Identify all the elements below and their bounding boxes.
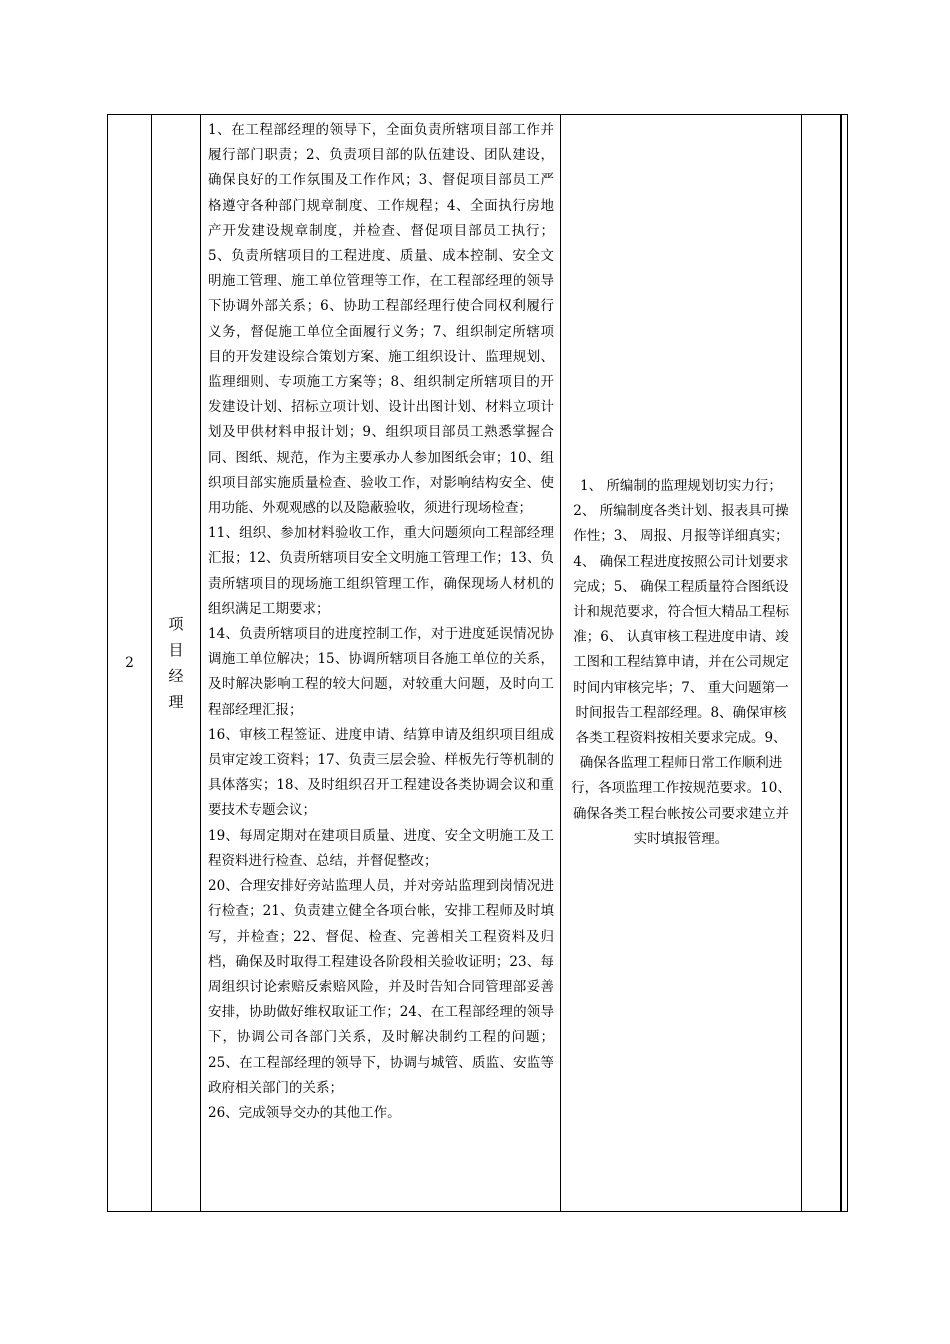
row-index-cell bbox=[108, 115, 152, 1212]
table-row bbox=[108, 115, 848, 1212]
responsibility-table bbox=[107, 114, 848, 1212]
empty-cell bbox=[802, 115, 842, 1212]
row-index: 2 bbox=[125, 655, 134, 671]
standards-cell bbox=[561, 115, 802, 1212]
standards-text: 1、 所编制的监理规划切实力行；2、 所编制度各类计划、报表具可操作性；3、 周报、月报等详细真实；4、 确保工程进度按照公司计划要求完成；5、 确保工程质量符合图纸设计和规范要求，符合恒大精品工程标准；6、 认真审核工程进度申请、竣工图和工程结算申请，并在公司规定时间内审核完毕；7、 重大问题第一时间报告工程部经理。8、确保审核各类工程资料按相关要求完成。9、确保各监理工程师日常工作顺利进行，各项监理工作按规范要求。10、确保各类工程台帐按公司要求建立并实时填报管理。 bbox=[571, 477, 791, 847]
duties-cell bbox=[201, 115, 561, 1212]
role-title: 项 目 经 理 bbox=[168, 615, 184, 711]
duties-text: 1、在工程部经理的领导下，全面负责所辖项目部工作并履行部门职责；2、负责项目部的队伍建设、团队建设，确保良好的工作氛围及工作作风；3、督促项目部员工严格遵守各种部门规章制度、工作规程；4、全面执行房地产开发建设规章制度，并检查、督促项目部员工执行；5、负责所辖项目的工程进度、质量、成本控制、安全文明施工管理、施工单位管理等工作，在工程部经理的领导下协调外部关系；6、协助工程部经理行使合同权利履行义务，督促施工单位全面履行义务；7、组织制定所辖项目的开发建设综合策划方案、施工组织设计、监理规划、监理细则、专项施工方案等；8、组织制定所辖项目的开发建设计划、招标立项计划、设计出图计划、材料立项计划及甲供材料申报计划；9、组织项目部员工熟悉掌握合同、图纸、规范，作为主要承办人参加图纸会审；10、组织项目部实施质量检查、验收工作，对影响结构安全、使用功能、外观观感的以及隐蔽验收，须进行现场检查； 11、组织、参加材料验收工作，重大问题须向工程部经理汇报；12、负责所辖项目安全文明施工管理工作；13、负责所辖项目的现场施工组织管理工作，确保现场人材机的组织满足工期要求； 14、负责所辖项目的进度控制工作，对于进度延误情况协调施工单位解决；15、协调所辖项目各施工单位的关系，及时解决影响工程的较大问题，对较重大问题，及时向工程部经理汇报； 16、审核工程签证、进度申请、结算申请及组织项目组成员审定竣工资料；17、负责三层会验、样板先行等机制的具体落实；18、及时组织召开工程建设各类协调会议和重要技术专题会议； 19、每周定期对在建项目质量、进度、安全文明施工及工程资料进行检查、总结，并督促整改； 20、合理安排好旁站监理人员，并对旁站监理到岗情况进行检查；21、负责建立健全各项台帐，安排工程师及时填写，并检查；22、督促、检查、完善相关工程资料及归档，确保及时取得工程建设各阶段相关验收证明；23、每周组织讨论索赔反索赔风险，并及时告知合同管理部妥善安排，协助做好维权取证工作；24、在工程部经理的领导下，协调公司各部门关系，及时解决制约工程的问题；25、在工程部经理的领导下，协调与城管、质监、安监等政府相关部门的关系； 26、完成领导交办的其他工作。 bbox=[208, 122, 554, 1121]
role-cell bbox=[152, 115, 201, 1212]
empty-cell-edge bbox=[841, 115, 848, 1212]
